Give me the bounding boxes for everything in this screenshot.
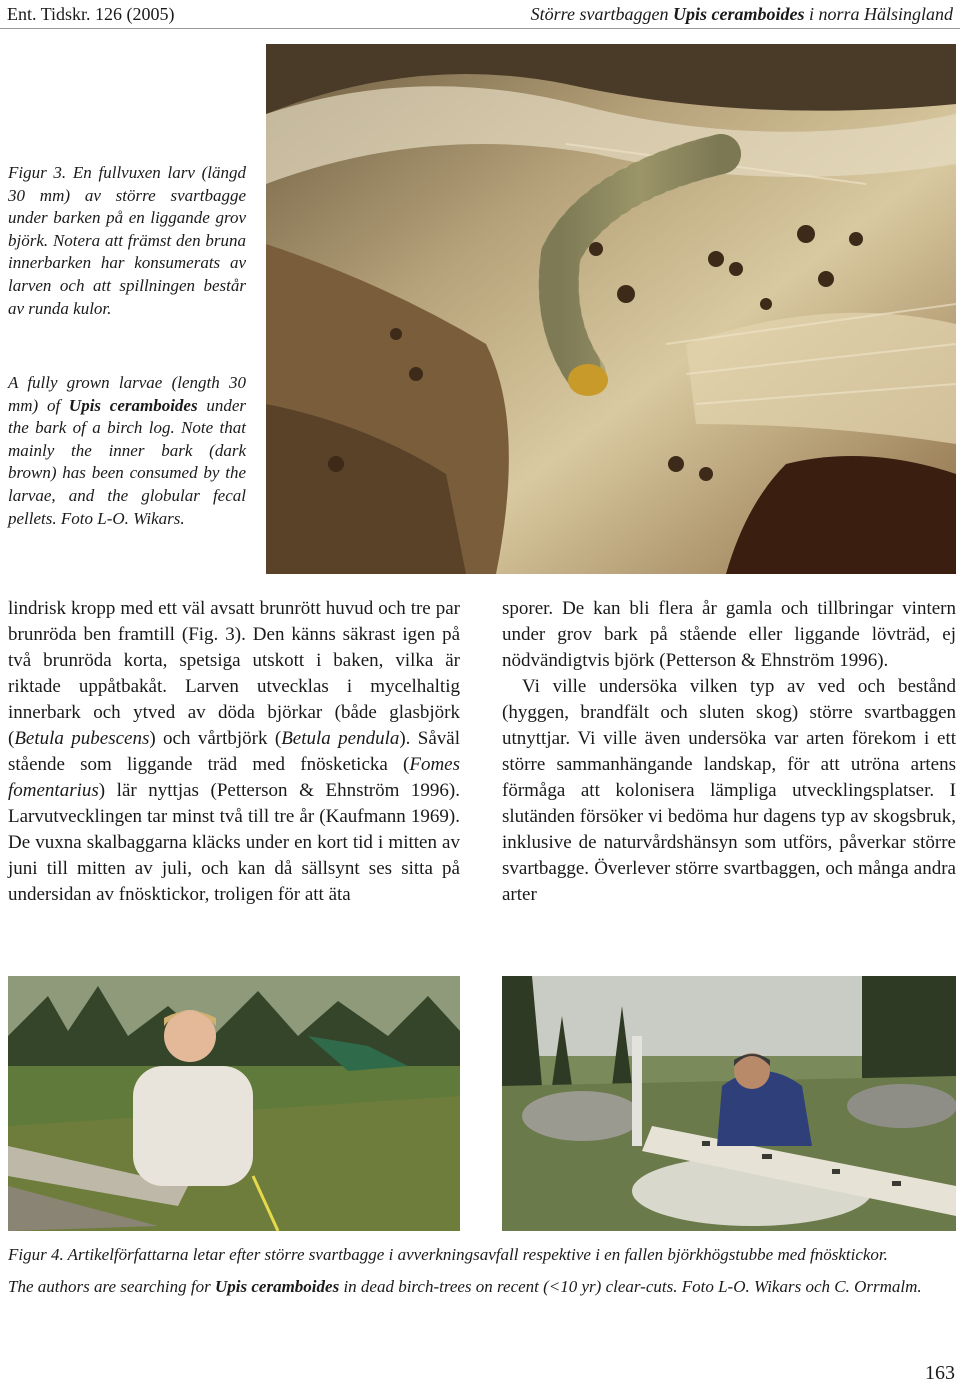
running-title [531,4,953,25]
body-text-segment: ). Såväl stående som liggande träd med fnösketicka ( [8,728,461,775]
body-paragraph: Vi ville undersöka vilken typ av ved och bestånd (hyggen, brandfält och sluten skog) större svartbaggen utnyttjar. Vi ville även undersöka var arten förekom i ett större sammanhängande landskap, för att utröna artens förmåga att kolonisera lämpliga utvecklingsplatser. I slutänden försöker vi bedöma hur dagens typ av skogsbruk, inklusive de naturvårdshänsyn som utförs, påverkar större svartbagge. Överlever större svartbaggen, och många andra arter [502,676,956,905]
figure4-caption-en [8,1276,956,1297]
running-title-species: Upis ceramboides [672,4,805,24]
caption-en-after: under the bark of a birch log. Note that mainly the inner bark (dark brown) has been consumed by the larvae, and the globular fecal pellets. Foto L-O. Wikars. [8,395,246,528]
species-name: Betula pubescens [14,728,150,749]
body-paragraph: sporer. De kan bli flera år gamla och tillbringar vintern under grov bark på stående eller liggande lövträd, ej nödvändigtvis björk (Petterson & Ehnström 1996). [502,598,956,671]
caption-en-species: Upis ceramboides [68,395,198,415]
figure3-caption-en-text [8,372,246,530]
figure4-caption [8,1244,956,1308]
body-text-segment: ) lär nyttjas (Petterson & Ehnström 1996). Larvutvecklingen tar minst två till tre år (Kaufmann 1969). De vuxna skalbaggarna kläcks under en kort tid i mitten av juni till mitten av juli, och kan då sällsynt ses sitta på undersidan av fnösktickor, troligen för att äta [8,780,460,905]
body-text-segment: lindrisk kropp med ett väl avsatt brunrött huvud och tre par brunröda ben framtill (Fig. 3). Den känns säkrast igen på två brunröda korta, spetsiga utskott i baken, vilka är riktade uppåtbakåt. Larven utvecklas i mycelhaltig innerbark och ytved av döda björkar (både glasbjörk ( [8,598,460,749]
header-divider [0,28,960,29]
journal-citation: Ent. Tidskr. 126 (2005) [7,4,175,24]
body-paragraph [8,596,460,908]
running-title-suffix: i norra Hälsingland [804,4,953,24]
caption-en-after: in dead birch-trees on recent (<10 yr) clear-cuts. Foto L-O. Wikars och C. Orrmalm. [339,1277,922,1296]
figure4-photo-right [502,976,956,1231]
running-title-prefix: Större svartbaggen [530,4,673,24]
species-name: Fomes fomentarius [8,754,460,801]
figure3-caption-swedish [8,162,246,320]
species-name: Betula pendula [281,728,400,749]
figure3-caption-english [8,372,246,530]
figure4-caption-sv: Figur 4. Artikelförfattarna letar efter större svartbagge i avverkningsavfall respektive i en fallen björkhögstubbe med fnösktickor. [8,1245,888,1264]
figure4-photo-left [8,976,460,1231]
figure3-larva-photo [266,44,956,574]
body-text-segment: ) och vårtbjörk ( [149,728,282,749]
caption-en-before: A fully grown larvae (length 30 mm) of [8,373,246,415]
caption-en-species: Upis ceramboides [215,1277,340,1296]
body-text-right-column [502,596,956,908]
figure3-caption-sv-text: Figur 3. En fullvuxen larv (längd 30 mm) av större svartbagge under barken på en liggande grov björk. Notera att främst den bruna innerbarken har konsumerats av larven och att spillningen består av runda kulor. [8,163,246,318]
body-text-left-column [8,596,460,908]
page-number: 163 [925,1362,955,1384]
caption-en-before: The authors are searching for [8,1277,215,1296]
